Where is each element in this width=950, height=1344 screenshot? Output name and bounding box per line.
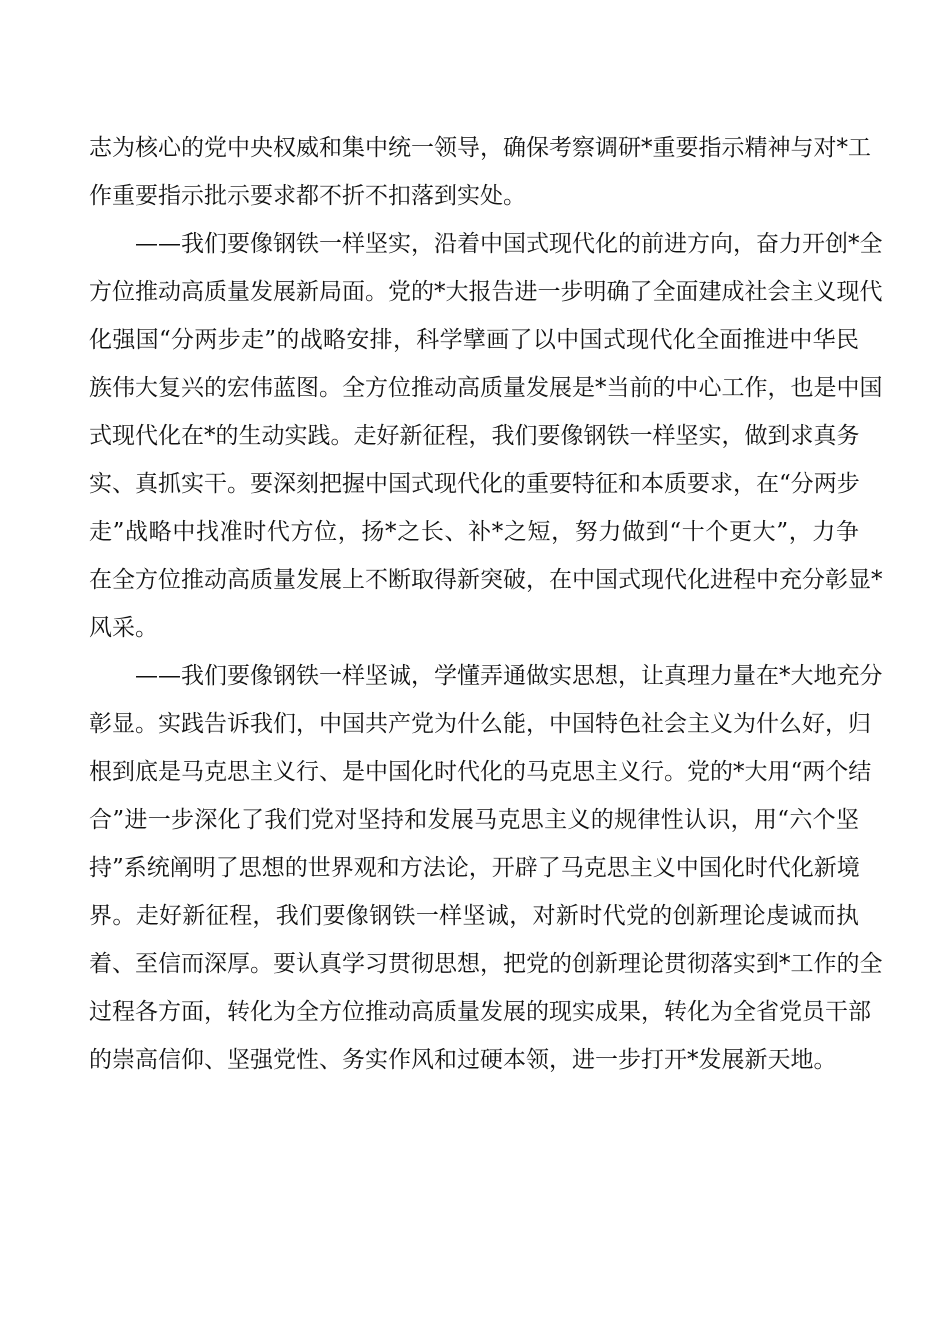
paragraph-line: 风采。 <box>89 615 158 641</box>
paragraph-line: 根到底是马克思主义行、是中国化时代化的马克思主义行。党的*大用“两个结 <box>89 759 872 785</box>
paragraph-line: ——我们要像钢铁一样坚诚，学懂弄通做实思想，让真理力量在*大地充分 <box>135 663 883 689</box>
paragraph-line: 志为核心的党中央权威和集中统一领导，确保考察调研*重要指示精神与对*工 <box>89 135 871 161</box>
paragraph-line: ——我们要像钢铁一样坚实，沿着中国式现代化的前进方向，奋力开创*全 <box>135 231 883 257</box>
document-body <box>89 124 883 1084</box>
paragraph-line: 合”进一步深化了我们党对坚持和发展马克思主义的规律性认识，用“六个坚 <box>89 807 859 833</box>
paragraph-line: 方位推动高质量发展新局面。党的*大报告进一步明确了全面建成社会主义现代 <box>89 279 883 305</box>
paragraph-line: 着、至信而深厚。要认真学习贯彻思想，把党的创新理论贯彻落实到*工作的全 <box>89 951 883 977</box>
paragraph-line: 走”战略中找准时代方位，扬*之长、补*之短，努力做到“十个更大”，力争 <box>89 519 859 545</box>
paragraph-line: 过程各方面，转化为全方位推动高质量发展的现实成果，转化为全省党员干部 <box>89 999 871 1025</box>
paragraph-line: 的崇高信仰、坚强党性、务实作风和过硬本领，进一步打开*发展新天地。 <box>89 1047 837 1073</box>
paragraph-line: 族伟大复兴的宏伟蓝图。全方位推动高质量发展是*当前的中心工作，也是中国 <box>89 375 883 401</box>
paragraph-line: 持”系统阐明了思想的世界观和方法论，开辟了马克思主义中国化时代化新境 <box>89 855 860 881</box>
paragraph-line: 界。走好新征程，我们要像钢铁一样坚诚，对新时代党的创新理论虔诚而执 <box>89 903 859 929</box>
paragraph-line: 实、真抓实干。要深刻把握中国式现代化的重要特征和本质要求，在“分两步 <box>89 471 860 497</box>
paragraph-2 <box>89 220 883 652</box>
paragraph-line: 作重要指示批示要求都不折不扣落到实处。 <box>89 183 526 209</box>
paragraph-3 <box>89 652 883 1084</box>
paragraph-line: 彰显。实践告诉我们，中国共产党为什么能，中国特色社会主义为什么好，归 <box>89 711 871 737</box>
paragraph-1 <box>89 124 871 220</box>
paragraph-line: 式现代化在*的生动实践。走好新征程，我们要像钢铁一样坚实，做到求真务 <box>89 423 860 449</box>
paragraph-line: 化强国“分两步走”的战略安排，科学擘画了以中国式现代化全面推进中华民 <box>89 327 859 353</box>
paragraph-line: 在全方位推动高质量发展上不断取得新突破，在中国式现代化进程中充分彰显* <box>89 567 883 593</box>
